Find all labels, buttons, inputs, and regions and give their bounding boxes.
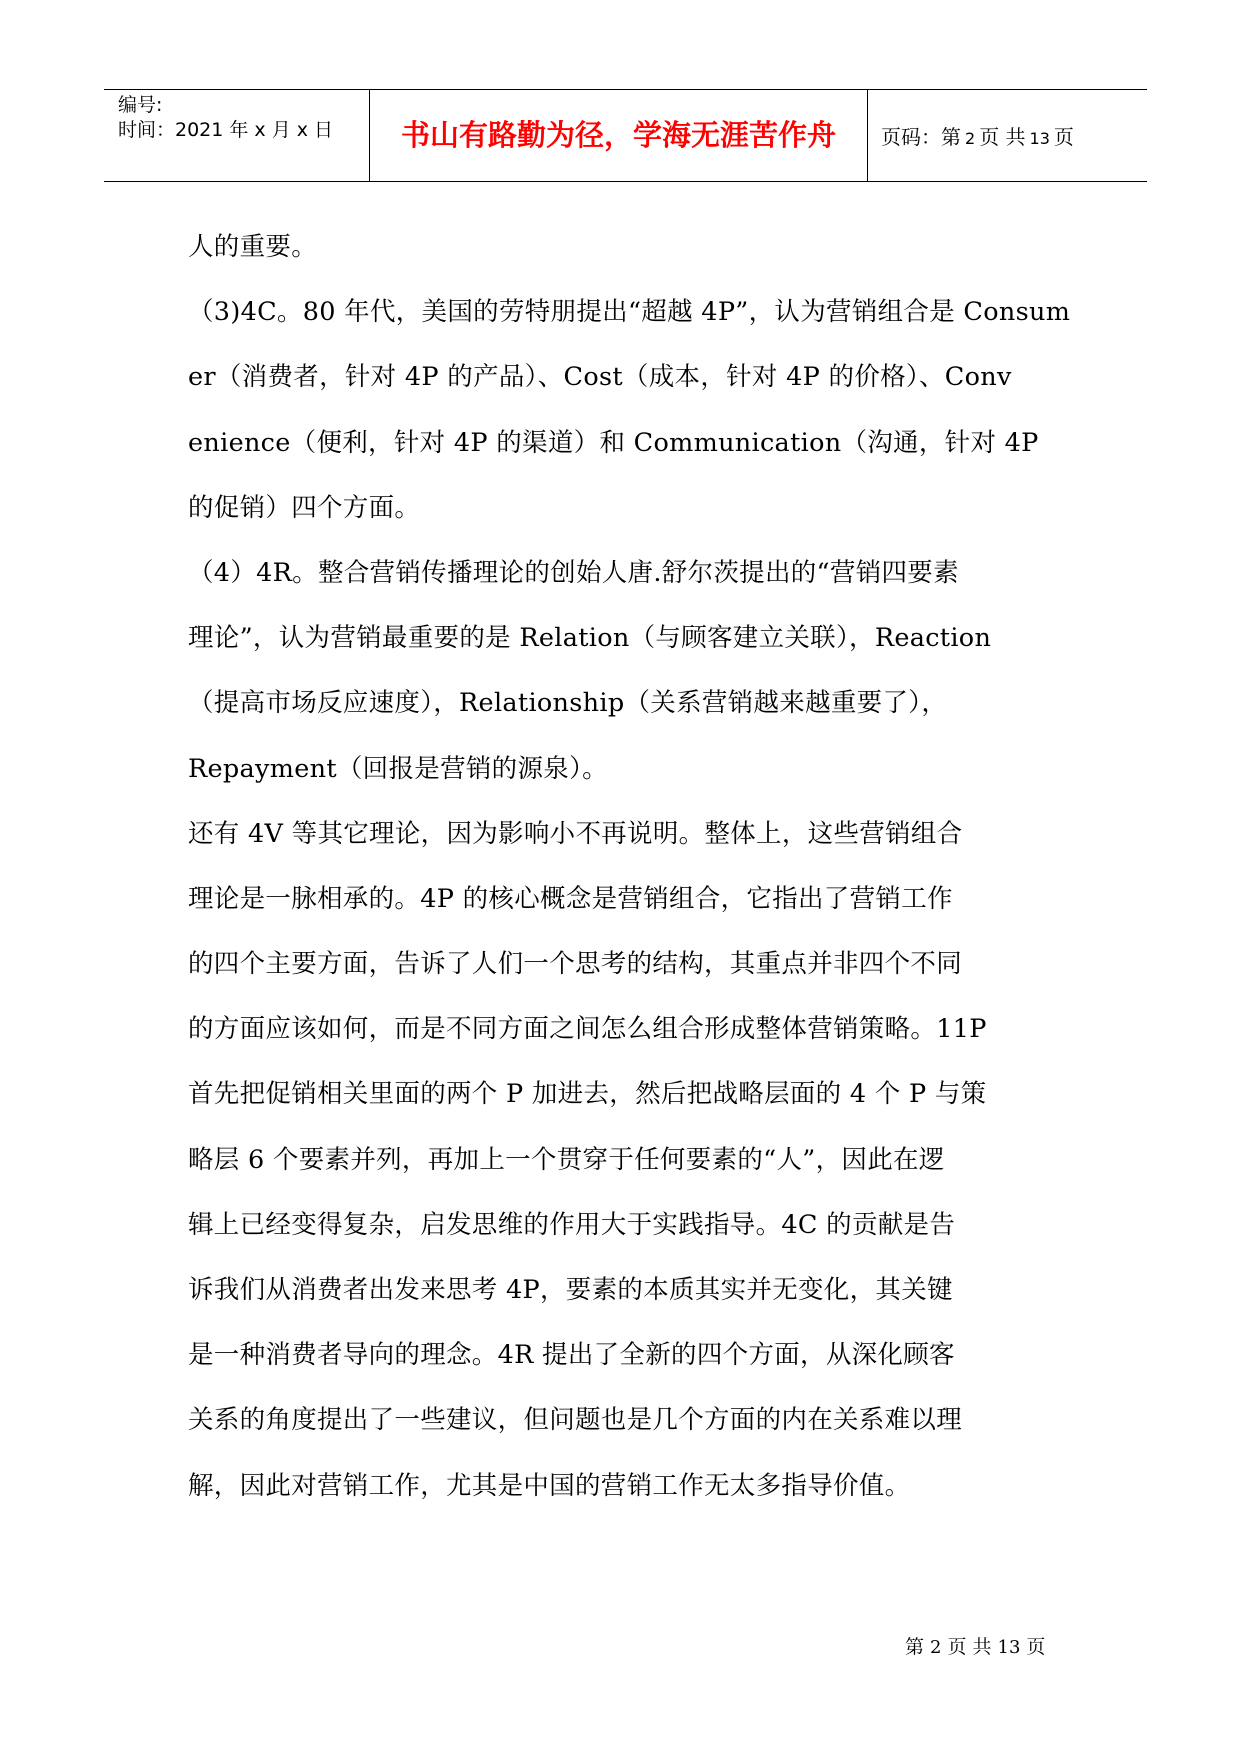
body-line: 关系的角度提出了一些建议，但问题也是几个方面的内在关系难以理 — [188, 1405, 963, 1436]
page-code-prefix: 页码：第 — [881, 125, 961, 149]
page-header — [104, 89, 1147, 182]
header-info-cell — [104, 90, 370, 181]
footer-prefix: 第 — [905, 1636, 925, 1658]
header-motto-cell — [370, 90, 868, 181]
page-code-suffix: 页 — [1053, 125, 1074, 149]
page-code-current: 2 — [965, 129, 976, 148]
body-line: （提高市场反应速度），Relationship（关系营销越来越重要了）， — [188, 688, 948, 719]
document-body — [188, 215, 1071, 1519]
footer-page-current: 2 — [930, 1637, 942, 1658]
footer-middle: 页 共 — [947, 1636, 992, 1658]
page-code-middle: 页 共 — [979, 125, 1026, 149]
body-line: 首先把促销相关里面的两个 P 加进去，然后把战略层面的 4 个 P 与策 — [188, 1079, 987, 1110]
body-line: 的四个主要方面，告诉了人们一个思考的结构，其重点并非四个不同 — [188, 949, 963, 980]
header-page-code — [881, 123, 1074, 153]
body-line: 略层 6 个要素并列，再加上一个贯穿于任何要素的“人”，因此在逻 — [188, 1144, 945, 1175]
body-line: 理论是一脉相承的。4P 的核心概念是营销组合，它指出了营销工作 — [188, 883, 953, 914]
footer-suffix: 页 — [1026, 1636, 1046, 1658]
body-line: 的方面应该如何，而是不同方面之间怎么组合形成整体营销策略。11P — [188, 1014, 987, 1045]
body-line: （3)4C。80 年代，美国的劳特朋提出“超越 4P”，认为营销组合是 Consum — [188, 297, 1071, 328]
body-line: （4）4R。整合营销传播理论的创始人唐.舒尔茨提出的“营销四要素 — [188, 557, 959, 588]
body-line: 诉我们从消费者出发来思考 4P，要素的本质其实并无变化，其关键 — [188, 1275, 953, 1305]
body-line: 是一种消费者导向的理念。4R 提出了全新的四个方面，从深化顾客 — [188, 1340, 955, 1371]
header-page-cell — [868, 90, 1147, 181]
motto-text: 书山有路勤为径，学海无涯苦作舟 — [400, 118, 836, 152]
body-line: 理论”，认为营销最重要的是 Relation（与顾客建立关联），Reaction — [188, 623, 992, 654]
date-label: 时间：2021 年 x 月 x 日 — [118, 119, 334, 141]
body-line: er（消费者，针对 4P 的产品）、Cost（成本，针对 4P 的价格）、Conv — [188, 362, 1012, 393]
body-line: 解，因此对营销工作，尤其是中国的营销工作无太多指导价值。 — [188, 1470, 911, 1501]
body-line: Repayment（回报是营销的源泉）。 — [188, 753, 608, 784]
body-line: 人的重要。 — [188, 232, 318, 262]
page-footer — [905, 1635, 1045, 1660]
body-line: 的促销）四个方面。 — [188, 492, 421, 523]
serial-number-label: 编号: — [118, 94, 163, 116]
body-line: 辑上已经变得复杂，启发思维的作用大于实践指导。4C 的贡献是告 — [188, 1209, 956, 1240]
body-line: enience（便利，针对 4P 的渠道）和 Communication（沟通，针对 4P — [188, 427, 1039, 458]
body-line: 还有 4V 等其它理论，因为影响小不再说明。整体上，这些营销组合 — [188, 818, 963, 849]
footer-page-total: 13 — [997, 1637, 1021, 1658]
page-code-total: 13 — [1029, 129, 1050, 148]
